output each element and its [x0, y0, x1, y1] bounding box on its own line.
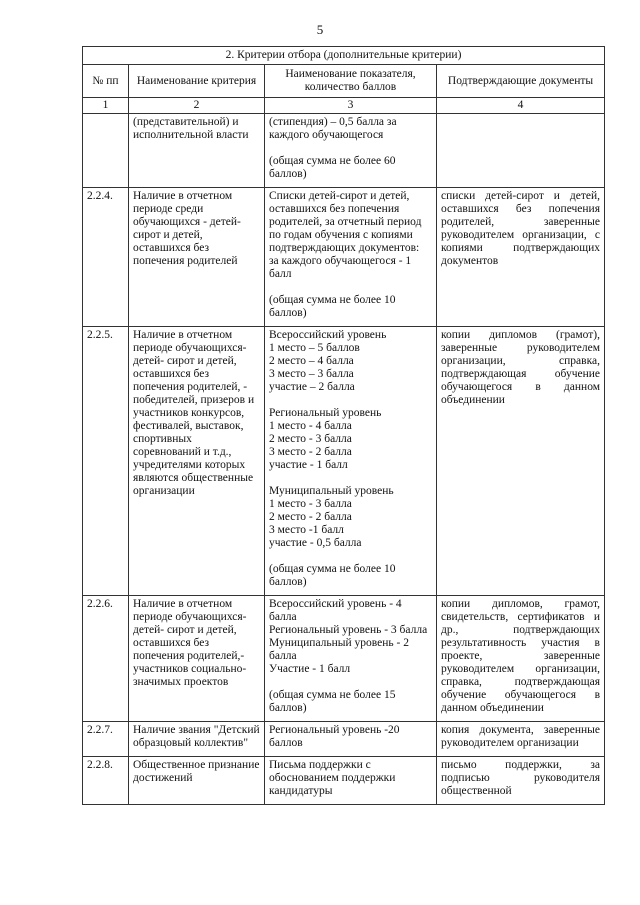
table-row — [83, 596, 605, 722]
cell-line: Всероссийский уровень - 4 балла — [269, 598, 402, 623]
table-header-row — [83, 65, 605, 98]
table-title: 2. Критерии отбора (дополнительные критерии) — [83, 47, 605, 65]
documents-cell — [437, 327, 605, 596]
column-number: 3 — [265, 98, 437, 114]
documents-cell — [437, 596, 605, 722]
cell-line: Муниципальный уровень - 2 балла — [269, 637, 410, 662]
criterion-cell — [129, 596, 265, 722]
criterion-cell — [129, 722, 265, 757]
cell-line: (общая сумма не более 10 баллов) — [269, 294, 396, 319]
cell-line: (общая сумма не более 10 баллов) — [269, 563, 396, 588]
indicator-cell — [265, 757, 437, 805]
cell-line: Общественное признание достижений — [133, 759, 260, 784]
cell-line: Всероссийский уровень — [269, 329, 387, 341]
cell-line: Региональный уровень - 3 балла — [269, 624, 428, 636]
documents-cell — [437, 114, 605, 188]
cell-line: Списки детей-сирот и детей, оставшихся без попечения родителей, за отчетный период по годам обучения с копиями подтверждающих документов: — [269, 190, 422, 254]
cell-line: копия документа, заверенные руководителем организации — [441, 724, 600, 749]
page-number: 5 — [316, 22, 324, 37]
cell-line: 3 место -1 балл — [269, 524, 344, 536]
header-indicator: Наименование показателя, количество баллов — [265, 65, 437, 98]
cell-line: Наличие в отчетном периоде среди обучающихся - детей-сирот и детей, оставшихся без попечения родителей — [133, 190, 241, 267]
documents-cell — [437, 722, 605, 757]
row-number — [83, 114, 129, 188]
cell-line: Письма поддержки с обоснованием поддержки кандидатуры — [269, 759, 396, 797]
cell-line: участие – 2 балла — [269, 381, 355, 393]
table-row — [83, 722, 605, 757]
cell-line — [269, 676, 432, 689]
cell-line: участие - 0,5 балла — [269, 537, 362, 549]
table-row — [83, 188, 605, 327]
cell-line: 3 место - 2 балла — [269, 446, 352, 458]
cell-line: 1 место - 3 балла — [269, 498, 352, 510]
cell-line: участие - 1 балл — [269, 459, 348, 471]
cell-line: за каждого обучающегося - 1 балл — [269, 255, 412, 280]
cell-line: Муниципальный уровень — [269, 485, 394, 497]
header-criterion: Наименование критерия — [129, 65, 265, 98]
cell-line: копии дипломов, грамот, свидетельств, сертификатов и др., подтверждающих результативность участия в проекте, заверенные руководителем организации, справка, подтверждающая обучение обучающегося в данном объединении — [441, 598, 600, 714]
cell-line: 2 место – 4 балла — [269, 355, 354, 367]
table-row — [83, 327, 605, 596]
column-number: 1 — [83, 98, 129, 114]
criterion-cell — [129, 327, 265, 596]
cell-line: Наличие звания "Детский образцовый коллектив" — [133, 724, 260, 749]
indicator-cell — [265, 114, 437, 188]
cell-line: 2 место - 3 балла — [269, 433, 352, 445]
cell-line: письмо поддержки, за подписью руководителя общественной — [441, 759, 600, 797]
cell-line: Наличие в отчетном периоде обучающихся-детей- сирот и детей, оставшихся без попечения родителей,-участников социально-значимых проектов — [133, 598, 247, 688]
cell-line: 3 место – 3 балла — [269, 368, 354, 380]
cell-line: копии дипломов (грамот), заверенные руководителем организации, справка, подтверждающая обучение обучающегося в данном объединении — [441, 329, 600, 406]
row-number: 2.2.4. — [83, 188, 129, 327]
documents-cell — [437, 188, 605, 327]
criterion-cell — [129, 114, 265, 188]
cell-line: (общая сумма не более 15 баллов) — [269, 689, 396, 714]
header-number: № пп — [83, 65, 129, 98]
cell-line — [269, 472, 432, 485]
column-number-row — [83, 98, 605, 114]
cell-line: списки детей-сирот и детей, оставшихся без попечения родителей, заверенные руководителем организации, с копиями подтверждающих документов — [441, 190, 600, 267]
cell-line: Региональный уровень — [269, 407, 382, 419]
indicator-cell — [265, 188, 437, 327]
cell-line — [269, 550, 432, 563]
column-number: 2 — [129, 98, 265, 114]
column-number: 4 — [437, 98, 605, 114]
criterion-cell — [129, 188, 265, 327]
cell-line — [269, 394, 432, 407]
cell-line: (представительной) и исполнительной власти — [133, 116, 249, 141]
indicator-cell — [265, 596, 437, 722]
row-number: 2.2.8. — [83, 757, 129, 805]
cell-line: 1 место – 5 баллов — [269, 342, 360, 354]
documents-cell — [437, 757, 605, 805]
indicator-cell — [265, 722, 437, 757]
cell-line: (общая сумма не более 60 баллов) — [269, 155, 396, 180]
row-number: 2.2.6. — [83, 596, 129, 722]
criterion-cell — [129, 757, 265, 805]
indicator-cell — [265, 327, 437, 596]
cell-line — [269, 281, 432, 294]
cell-line: (стипендия) – 0,5 балла за каждого обучающегося — [269, 116, 397, 141]
table-row — [83, 757, 605, 805]
header-documents: Подтверждающие документы — [437, 65, 605, 98]
criteria-table — [82, 46, 605, 805]
cell-line — [269, 142, 432, 155]
cell-line — [441, 116, 600, 129]
table-title-row — [83, 47, 605, 65]
cell-line: Участие - 1 балл — [269, 663, 351, 675]
row-number: 2.2.5. — [83, 327, 129, 596]
cell-line: 2 место - 2 балла — [269, 511, 352, 523]
row-number: 2.2.7. — [83, 722, 129, 757]
cell-line: Региональный уровень -20 баллов — [269, 724, 400, 749]
cell-line: 1 место - 4 балла — [269, 420, 352, 432]
table-row — [83, 114, 605, 188]
cell-line: Наличие в отчетном периоде обучающихся-детей- сирот и детей, оставшихся без попечения родителей, - победителей, призеров и участников конкурсов, фестивалей, выставок, спортивных соревнований и т.д., учредителями которых являются общественные организации — [133, 329, 255, 497]
